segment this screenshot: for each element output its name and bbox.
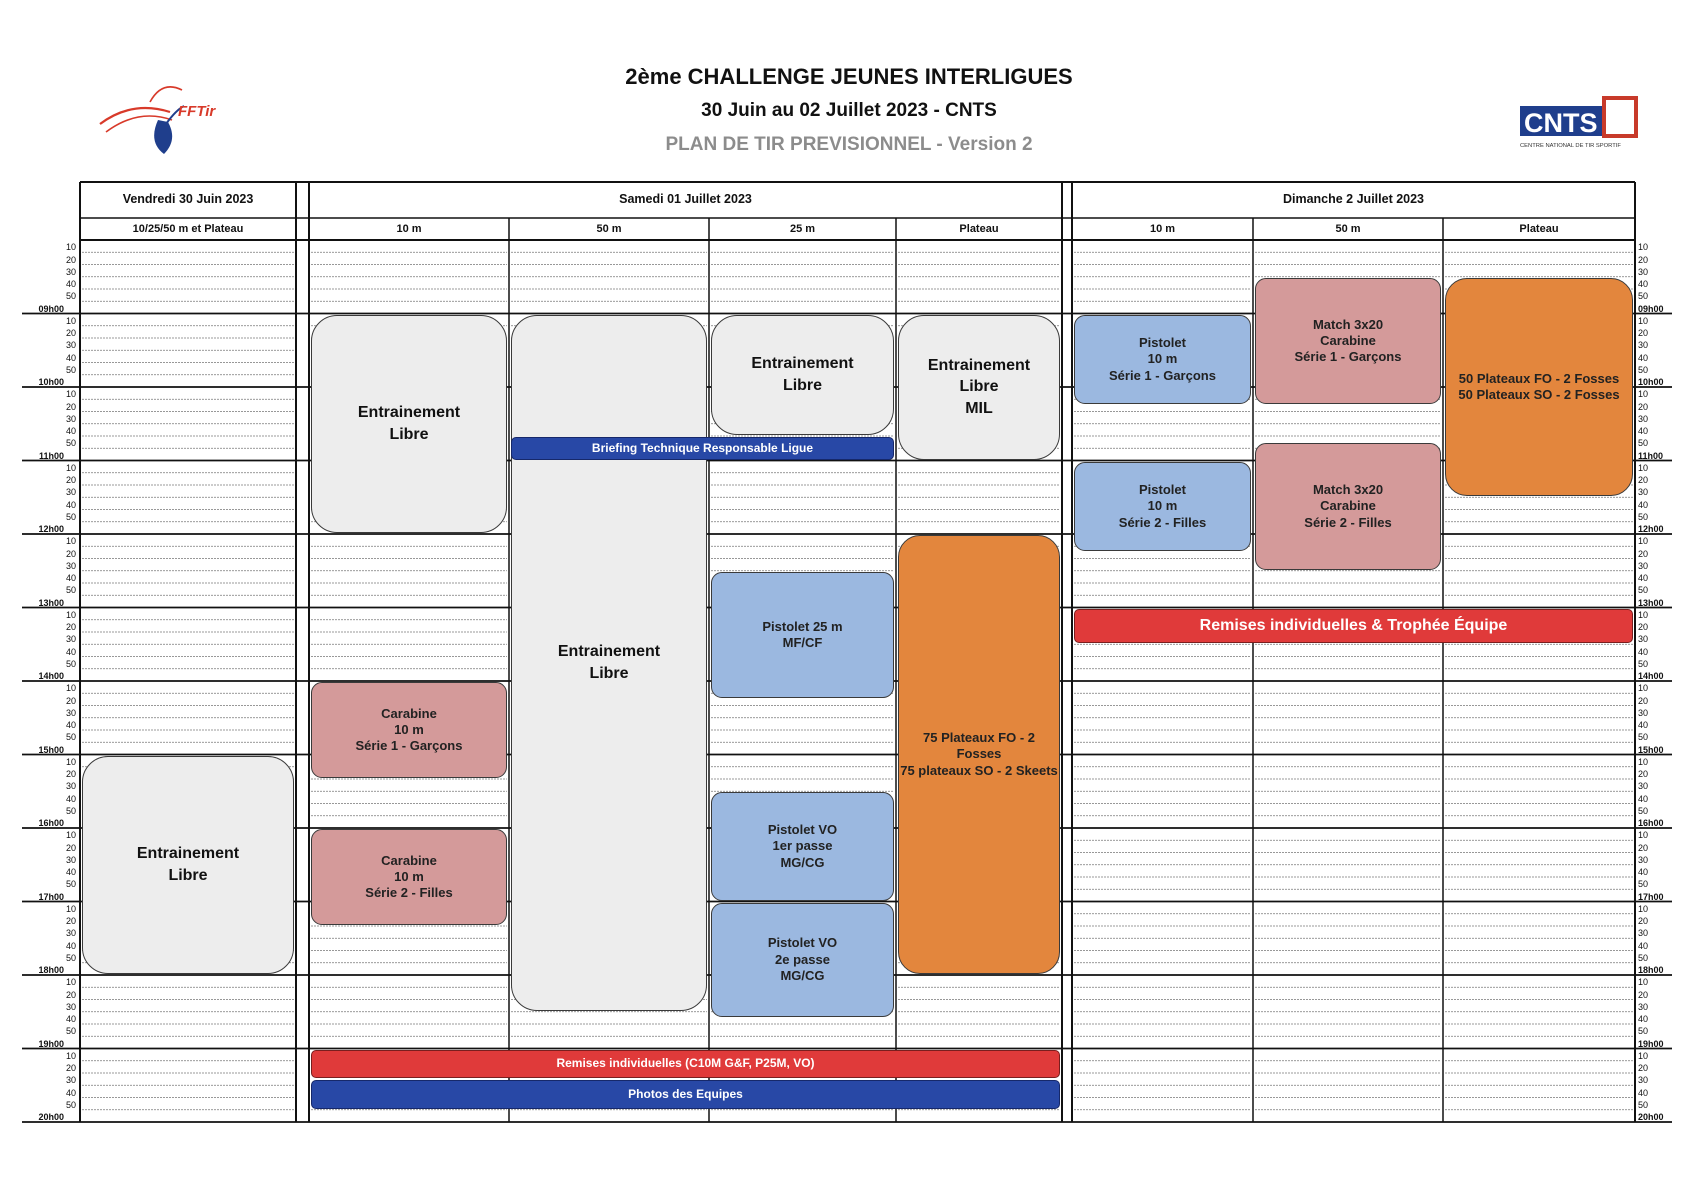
- minute-label: 10: [1638, 609, 1649, 620]
- cnts-logo-subtext: CENTRE NATIONAL DE TIR SPORTIF: [1520, 143, 1621, 149]
- minute-label: 50: [65, 364, 76, 375]
- hour-label: 11h00: [38, 450, 64, 461]
- event-block: [82, 756, 294, 975]
- day-header-friday: Vendredi 30 Juin 2023: [122, 192, 254, 206]
- minute-label: 20: [1638, 475, 1649, 485]
- minute-label: 50: [1638, 658, 1649, 669]
- minute-label: 50: [65, 1099, 76, 1110]
- hour-label: 09h00: [38, 303, 64, 314]
- event-text-line: 1er passe: [772, 838, 833, 854]
- event-text-line: Série 1 - Garçons: [1109, 367, 1216, 383]
- event-text-line: Série 2 - Filles: [1304, 514, 1392, 530]
- minute-label: 40: [1638, 793, 1649, 804]
- event-block: [1255, 278, 1441, 405]
- minute-label: 20: [1638, 328, 1649, 338]
- minute-label: 30: [65, 854, 76, 865]
- minute-label: 30: [1638, 560, 1649, 571]
- event-text-line: Carabine: [1320, 498, 1376, 514]
- event-text-line: Pistolet: [1139, 482, 1186, 498]
- minute-label: 30: [65, 928, 76, 939]
- minute-label: 10: [1638, 536, 1649, 547]
- event-block: [1074, 462, 1251, 552]
- hour-label: 15h00: [38, 744, 64, 755]
- minute-label: 40: [65, 1087, 76, 1098]
- minute-label: 30: [65, 707, 76, 718]
- event-text-line: Briefing Technique Responsable Ligue: [591, 440, 814, 455]
- event-block: [1074, 315, 1251, 405]
- minute-label: 30: [1638, 928, 1649, 939]
- minute-label: 30: [1638, 1001, 1649, 1012]
- event-block: [311, 1050, 1060, 1079]
- minute-label: 40: [1638, 646, 1649, 657]
- minute-label: 40: [65, 573, 76, 583]
- minute-label: 10: [1638, 756, 1649, 767]
- minute-label: 30: [65, 487, 76, 498]
- minute-label: 50: [1638, 1099, 1649, 1110]
- hour-label: 09h00: [1638, 303, 1664, 314]
- minute-label: 50: [1638, 511, 1649, 522]
- event-text-line: Pistolet: [1139, 335, 1186, 351]
- hour-label: 19h00: [38, 1038, 64, 1049]
- minute-label: 40: [65, 499, 76, 510]
- event-block: [511, 315, 707, 1011]
- minute-label: 30: [65, 1001, 76, 1012]
- event-block: [711, 903, 894, 1017]
- minute-label: 40: [65, 720, 76, 730]
- minute-label: 40: [1638, 940, 1649, 951]
- event-text-line: Pistolet VO: [767, 822, 838, 837]
- minute-label: 40: [1638, 573, 1649, 583]
- minute-label: 30: [65, 634, 76, 645]
- event-text-line: Libre: [589, 664, 629, 682]
- minute-label: 10: [1638, 315, 1649, 326]
- minute-label: 50: [65, 879, 76, 890]
- minute-label: 20: [1638, 769, 1649, 779]
- column-header-sun-50m: 50 m: [1335, 223, 1361, 235]
- minute-label: 20: [65, 989, 76, 1000]
- event-text-line: Libre: [389, 425, 429, 443]
- minute-label: 30: [65, 1075, 76, 1086]
- minute-label: 30: [65, 560, 76, 571]
- minute-label: 40: [65, 426, 76, 436]
- event-block: [898, 535, 1060, 974]
- minute-label: 30: [1638, 1075, 1649, 1086]
- minute-label: 30: [1638, 707, 1649, 718]
- day-header-saturday: Samedi 01 Juillet 2023: [619, 192, 752, 206]
- minute-label: 40: [65, 646, 76, 657]
- event-text-line: 10 m: [394, 721, 424, 737]
- minute-label: 40: [1638, 1087, 1649, 1098]
- minute-label: 50: [1638, 805, 1649, 816]
- minute-label: 30: [1638, 266, 1649, 277]
- event-text-line: MG/CG: [780, 967, 825, 983]
- event-block: [511, 437, 894, 460]
- minute-label: 20: [65, 401, 76, 412]
- event-text-line: Remises individuelles & Trophée Équipe: [1199, 616, 1508, 634]
- event-block: [311, 829, 507, 925]
- minute-label: 50: [1638, 732, 1649, 743]
- minute-label: 10: [65, 756, 76, 767]
- day-header-sunday: Dimanche 2 Juillet 2023: [1282, 192, 1425, 206]
- minute-label: 20: [1638, 254, 1649, 265]
- minute-label: 20: [1638, 1063, 1649, 1073]
- minute-label: 20: [65, 328, 76, 338]
- event-text-line: Libre: [168, 866, 208, 884]
- hour-label: 13h00: [38, 597, 64, 608]
- event-block: [311, 682, 507, 778]
- minute-label: 10: [65, 1050, 76, 1061]
- minute-label: 50: [65, 291, 76, 302]
- event-text-line: Photos des Equipes: [628, 1086, 743, 1101]
- minute-label: 20: [1638, 548, 1649, 559]
- hour-label: 15h00: [1638, 744, 1664, 755]
- minute-label: 30: [65, 781, 76, 792]
- minute-label: 10: [65, 830, 76, 841]
- minute-label: 10: [1638, 242, 1649, 253]
- minute-label: 50: [65, 511, 76, 522]
- event-block: [898, 315, 1060, 460]
- column-header-sat-10m: 10 m: [396, 223, 422, 235]
- column-header-sun-plateau: Plateau: [1519, 223, 1559, 235]
- minute-label: 10: [1638, 830, 1649, 841]
- hour-label: 11h00: [1638, 450, 1664, 461]
- minute-label: 20: [1638, 622, 1649, 632]
- page-title: 2ème CHALLENGE JEUNES INTERLIGUES: [625, 64, 1073, 89]
- minute-label: 50: [1638, 879, 1649, 890]
- minute-label: 10: [1638, 1050, 1649, 1061]
- minute-label: 50: [65, 732, 76, 743]
- minute-label: 40: [65, 1014, 76, 1024]
- minute-label: 50: [1638, 585, 1649, 596]
- minute-label: 10: [1638, 462, 1649, 473]
- event-text-line: 75 Plateaux FO - 2 Fosses: [923, 730, 1035, 762]
- minute-label: 40: [1638, 867, 1649, 877]
- minute-label: 10: [1638, 903, 1649, 914]
- event-text-line: Carabine: [381, 852, 437, 868]
- minute-label: 10: [1638, 977, 1649, 988]
- minute-label: 10: [65, 389, 76, 400]
- minute-label: 30: [1638, 413, 1649, 424]
- minute-label: 30: [1638, 634, 1649, 645]
- event-text-line: Libre: [782, 376, 823, 394]
- minute-label: 50: [65, 658, 76, 669]
- event-text-line: Entrainement: [136, 845, 240, 863]
- event-text-line: MG/CG: [780, 854, 825, 870]
- event-text-line: 50 Plateaux SO - 2 Fosses: [1458, 387, 1620, 402]
- event-block: [711, 572, 894, 699]
- minute-label: 40: [1638, 352, 1649, 363]
- event-text-line: Pistolet 25 m: [762, 618, 843, 634]
- event-block: [1255, 443, 1441, 570]
- event-block: [311, 1080, 1060, 1109]
- event-text-line: Série 1 - Garçons: [355, 738, 463, 754]
- minute-label: 20: [65, 622, 76, 632]
- hour-label: 18h00: [1638, 965, 1664, 975]
- minute-label: 20: [1638, 695, 1649, 706]
- event-block: [1074, 609, 1633, 644]
- event-text-line: Libre: [959, 378, 999, 396]
- event-text-line: 50 Plateaux FO - 2 Fosses: [1458, 370, 1620, 386]
- minute-label: 40: [1638, 499, 1649, 510]
- hour-label: 19h00: [1638, 1038, 1664, 1049]
- fftir-logo-text: FFTir: [178, 103, 216, 120]
- minute-label: 10: [65, 462, 76, 473]
- minute-label: 50: [65, 1026, 76, 1037]
- minute-label: 30: [1638, 487, 1649, 498]
- minute-label: 20: [1638, 401, 1649, 412]
- hour-label: 12h00: [38, 524, 64, 534]
- minute-label: 20: [1638, 989, 1649, 1000]
- minute-label: 50: [65, 805, 76, 816]
- event-text-line: Carabine: [1320, 332, 1376, 348]
- minute-label: 50: [65, 952, 76, 963]
- event-text-line: Entrainement: [927, 356, 1031, 374]
- minute-label: 20: [65, 475, 76, 485]
- column-header-sat-50m: 50 m: [596, 223, 622, 235]
- hour-label: 18h00: [38, 965, 64, 975]
- event-text-line: MF/CF: [782, 635, 823, 651]
- hour-label: 17h00: [1638, 891, 1664, 902]
- hour-label: 10h00: [1638, 377, 1664, 387]
- minute-label: 10: [65, 242, 76, 253]
- hour-label: 12h00: [1638, 524, 1664, 534]
- event-text-line: 75 plateaux SO - 2 Skeets: [900, 762, 1058, 778]
- event-text-line: MIL: [965, 399, 993, 417]
- minute-label: 30: [65, 266, 76, 277]
- minute-label: 20: [65, 769, 76, 779]
- minute-label: 10: [1638, 683, 1649, 694]
- minute-label: 10: [65, 683, 76, 694]
- event-text-line: Série 1 - Garçons: [1294, 349, 1402, 365]
- event-text-line: 2e passe: [775, 951, 830, 967]
- hour-label: 20h00: [38, 1112, 64, 1122]
- hour-label: 16h00: [1638, 818, 1664, 828]
- minute-label: 20: [65, 842, 76, 853]
- minute-label: 30: [65, 340, 76, 351]
- event-text-line: Entrainement: [357, 404, 461, 422]
- minute-label: 20: [1638, 916, 1649, 926]
- hour-label: 16h00: [38, 818, 64, 828]
- minute-label: 50: [65, 585, 76, 596]
- minute-label: 50: [1638, 952, 1649, 963]
- event-text-line: Match 3x20: [1312, 316, 1384, 332]
- minute-label: 40: [65, 793, 76, 804]
- minute-label: 20: [65, 695, 76, 706]
- minute-label: 40: [1638, 1014, 1649, 1024]
- minute-label: 40: [65, 940, 76, 951]
- cnts-logo-text: CNTS: [1524, 108, 1598, 138]
- hour-label: 13h00: [1638, 597, 1664, 608]
- hour-label: 20h00: [1638, 1112, 1664, 1122]
- event-text-line: Entrainement: [557, 643, 661, 661]
- plan-version: PLAN DE TIR PREVISIONNEL - Version 2: [665, 134, 1033, 155]
- minute-label: 40: [65, 867, 76, 877]
- minute-label: 30: [1638, 781, 1649, 792]
- minute-label: 20: [1638, 842, 1649, 853]
- minute-label: 50: [1638, 291, 1649, 302]
- minute-label: 40: [1638, 426, 1649, 436]
- minute-label: 10: [65, 536, 76, 547]
- event-text-line: Série 2 - Filles: [1118, 514, 1207, 530]
- minute-label: 30: [1638, 854, 1649, 865]
- page-subtitle: 30 Juin au 02 Juillet 2023 - CNTS: [701, 100, 997, 121]
- column-header-sun-10m: 10 m: [1149, 223, 1176, 235]
- event-block: [1445, 278, 1633, 497]
- minute-label: 20: [65, 916, 76, 926]
- event-text-line: Match 3x20: [1312, 482, 1384, 498]
- minute-label: 20: [65, 1063, 76, 1073]
- column-header-fri-all: 10/25/50 m et Plateau: [132, 223, 244, 235]
- minute-label: 40: [1638, 279, 1649, 289]
- minute-label: 20: [65, 548, 76, 559]
- hour-label: 14h00: [38, 671, 64, 681]
- event-text-line: Série 2 - Filles: [365, 885, 453, 901]
- column-header-sat-plateau: Plateau: [959, 223, 999, 235]
- minute-label: 40: [65, 279, 76, 289]
- minute-label: 10: [65, 609, 76, 620]
- hour-label: 14h00: [1638, 671, 1664, 681]
- minute-label: 50: [1638, 364, 1649, 375]
- hour-label: 10h00: [38, 377, 64, 387]
- event-block: [711, 792, 894, 900]
- event-text-line: 10 m: [1147, 351, 1178, 367]
- minute-label: 40: [1638, 720, 1649, 730]
- minute-label: 20: [65, 254, 76, 265]
- event-text-line: 10 m: [1147, 498, 1178, 514]
- column-header-sat-25m: 25 m: [789, 223, 816, 235]
- event-text-line: 10 m: [394, 868, 424, 884]
- event-block: [711, 315, 894, 436]
- event-text-line: Carabine: [381, 705, 437, 721]
- event-block: [311, 315, 507, 534]
- minute-label: 10: [65, 903, 76, 914]
- minute-label: 30: [1638, 340, 1649, 351]
- event-text-line: Pistolet VO: [767, 935, 838, 951]
- event-text-line: Entrainement: [751, 355, 854, 373]
- minute-label: 30: [65, 413, 76, 424]
- minute-label: 10: [65, 977, 76, 988]
- minute-label: 50: [1638, 438, 1649, 449]
- minute-label: 10: [65, 315, 76, 326]
- hour-label: 17h00: [38, 891, 64, 902]
- minute-label: 10: [1638, 389, 1649, 400]
- event-text-line: Remises individuelles (C10M G&F, P25M, VO): [556, 1056, 815, 1071]
- minute-label: 40: [65, 352, 76, 363]
- minute-label: 50: [1638, 1026, 1649, 1037]
- minute-label: 50: [65, 438, 76, 449]
